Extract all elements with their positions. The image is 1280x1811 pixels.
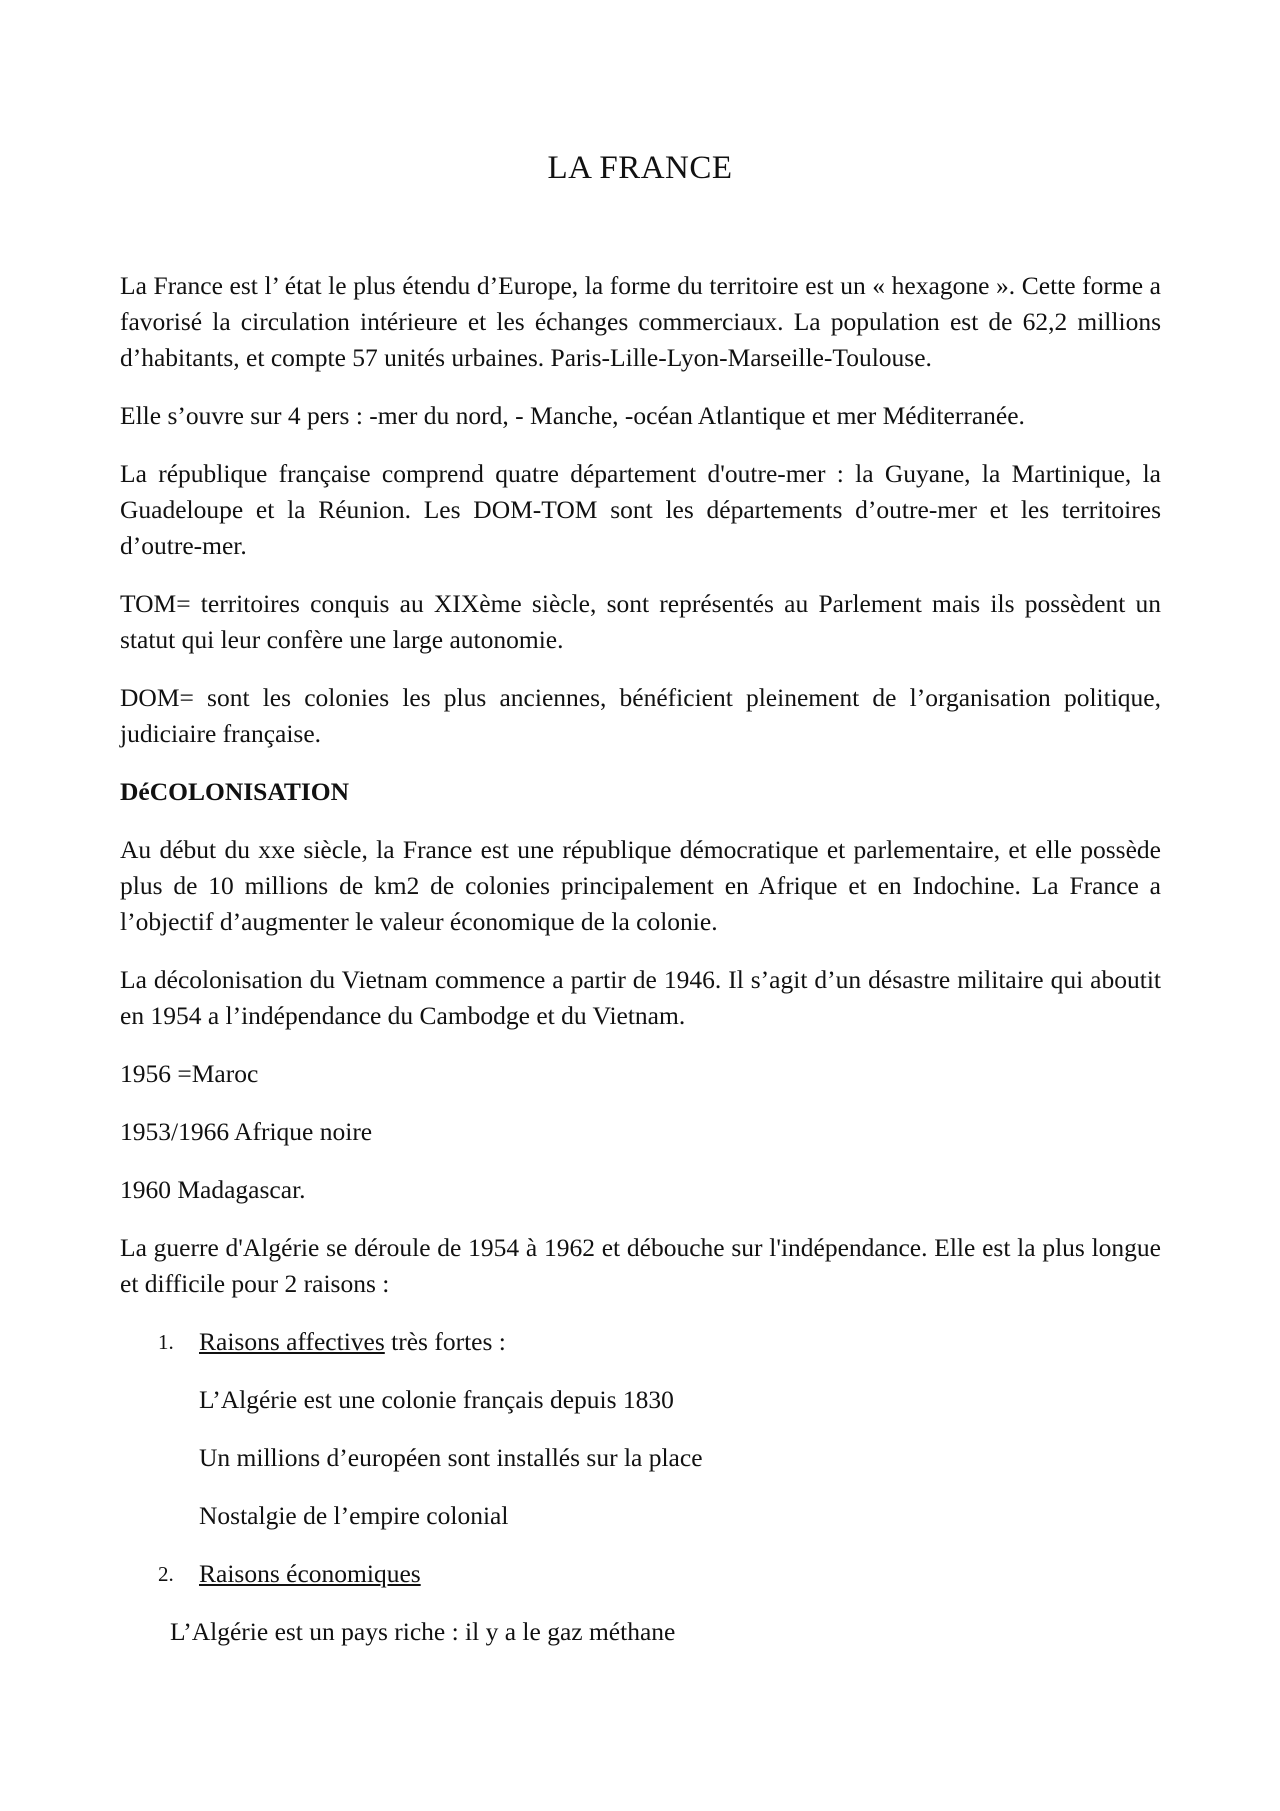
paragraph-seas: Elle s’ouvre sur 4 pers : -mer du nord, - Manche, -océan Atlantique et mer Méditerranée. (120, 401, 1025, 430)
date-afrique-noire: 1953/1966 Afrique noire (120, 1117, 373, 1146)
reason-detail: L’Algérie est un pays riche : il y a le gaz méthane (170, 1617, 676, 1646)
paragraph-dom-tom: La république française comprend quatre département d'outre-mer : la Guyane, la Martinique, la Guadeloupe et la Réunion. Les DOM-TOM sont les départements d’outre-mer et les territoires d’outre-mer. (120, 459, 1161, 560)
reason-label: Raisons affectives (199, 1327, 385, 1356)
date-maroc: 1956 =Maroc (120, 1059, 259, 1088)
paragraph-vietnam: La décolonisation du Vietnam commence a partir de 1946. Il s’agit d’un désastre militaire qui aboutit en 1954 a l’indépendance du Cambodge et du Vietnam. (120, 965, 1161, 1030)
document-body (120, 268, 1161, 1672)
paragraph-twentieth-century: Au début du xxe siècle, la France est une république démocratique et parlementaire, et elle possède plus de 10 millions de km2 de colonies principalement en Afrique et en Indochine. La France a l’objectif d’augmenter le valeur économique de la colonie. (120, 835, 1161, 936)
reason-suffix: très fortes : (384, 1327, 506, 1356)
paragraph-intro: La France est l’ état le plus étendu d’Europe, la forme du territoire est un « hexagone ». Cette forme a favorisé la circulation intérieure et les échanges commerciaux. La population est de 62,2 millions d’habitants, et compte 57 unités urbaines. Paris-Lille-Lyon-Marseille-Toulouse. (120, 271, 1161, 372)
list-number: 2. (158, 1562, 174, 1586)
reason-label: Raisons économiques (199, 1559, 421, 1588)
paragraph-tom: TOM= territoires conquis au XIXème siècle, sont représentés au Parlement mais ils possèdent un statut qui leur confère une large autonomie. (120, 589, 1161, 654)
paragraph-algeria: La guerre d'Algérie se déroule de 1954 à 1962 et débouche sur l'indépendance. Elle est la plus longue et difficile pour 2 raisons : (120, 1233, 1161, 1298)
reason-detail: Un millions d’européen sont installés sur la place (199, 1443, 703, 1472)
reason-detail: Nostalgie de l’empire colonial (199, 1501, 509, 1530)
list-item-reason-2 (120, 1556, 1161, 1592)
list-item-reason-1 (120, 1324, 1161, 1360)
paragraph-dom: DOM= sont les colonies les plus anciennes, bénéficient pleinement de l’organisation politique, judiciaire française. (120, 683, 1161, 748)
date-madagascar: 1960 Madagascar. (120, 1175, 306, 1204)
section-heading-decolonisation: DéCOLONISATION (120, 777, 350, 806)
reason-detail: L’Algérie est une colonie français depuis 1830 (199, 1385, 674, 1414)
page-title: LA FRANCE (547, 150, 733, 186)
list-number: 1. (158, 1330, 174, 1354)
